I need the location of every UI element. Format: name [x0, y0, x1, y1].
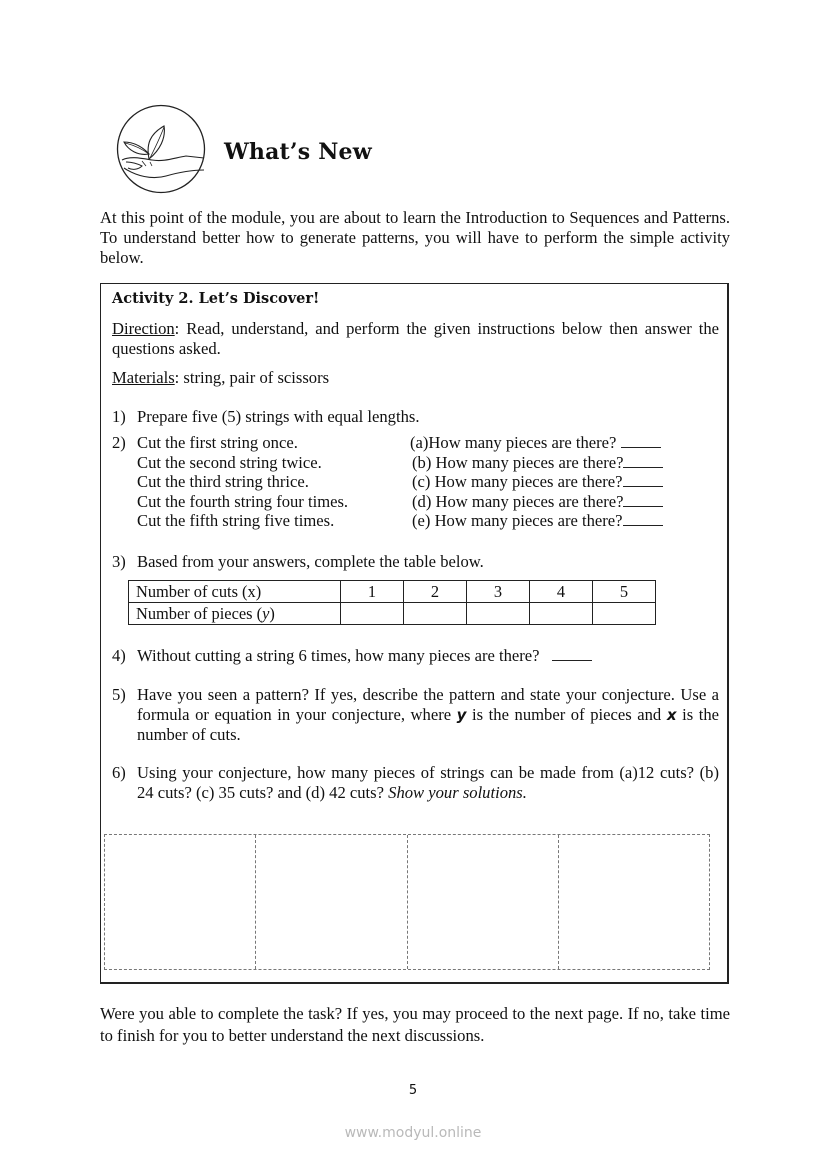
pieces-cell-5[interactable] — [593, 603, 656, 625]
answer-blank-e[interactable] — [623, 511, 663, 526]
answer-blank-b[interactable] — [623, 453, 663, 468]
cut-instruction-2: Cut the second string twice. — [137, 452, 322, 472]
cut-instruction-4: Cut the fourth string four times. — [137, 491, 349, 511]
answer-blank-4[interactable] — [552, 646, 592, 661]
cuts-cell-1: 1 — [341, 581, 404, 603]
item-1-number: 1) — [112, 407, 126, 426]
question-b: (b) How many pieces are there? — [412, 453, 663, 473]
pieces-cell-4[interactable] — [530, 603, 593, 625]
plant-in-hand-icon — [116, 104, 206, 194]
item-5-text: Have you seen a pattern? If yes, describe the pattern and state your conjecture. Use a formula or equation in your conjecture, where y is the number of pieces and x is the number of cuts. — [137, 685, 720, 745]
page-number: 5 — [408, 1083, 418, 1098]
answer-blank-a[interactable] — [621, 433, 661, 448]
materials-label: Materials — [112, 368, 175, 387]
direction-text: : Read, understand, and perform the given instructions below then answer the questions asked. — [112, 319, 719, 358]
materials-paragraph — [112, 368, 719, 388]
pieces-cell-2[interactable] — [404, 603, 467, 625]
answer-blank-d[interactable] — [623, 492, 663, 507]
table-row-cuts — [129, 581, 656, 603]
cuts-pieces-table — [128, 580, 656, 625]
question-c: (c) How many pieces are there? — [412, 472, 663, 492]
var-x: x — [666, 705, 677, 724]
cuts-cell-2: 2 — [404, 581, 467, 603]
section-title: What’s New — [224, 139, 372, 165]
item-4-number: 4) — [112, 646, 126, 665]
pieces-cell-1[interactable] — [341, 603, 404, 625]
var-y: y — [456, 705, 467, 724]
row-label-cuts: Number of cuts (x) — [129, 581, 341, 603]
solution-grid — [104, 834, 710, 970]
solution-box-c[interactable] — [408, 835, 559, 969]
item-6-number: 6) — [112, 763, 126, 782]
item-2-number: 2) — [112, 433, 126, 452]
answer-blank-c[interactable] — [623, 472, 663, 487]
closing-paragraph: Were you able to complete the task? If yes, you may proceed to the next page. If no, take time to finish for you to better understand the next discussions. — [100, 1004, 730, 1045]
intro-paragraph: At this point of the module, you are about to learn the Introduction to Sequences and Patterns. To understand better how to generate patterns, you will have to perform the simple activity below. — [100, 208, 730, 267]
materials-text: : string, pair of scissors — [174, 368, 330, 387]
item-3-text: Based from your answers, complete the table below. — [137, 552, 484, 571]
table-row-pieces — [129, 603, 656, 625]
show-solutions-emphasis: Show your solutions. — [388, 782, 527, 802]
activity-box — [100, 283, 729, 984]
question-e: (e) How many pieces are there? — [412, 511, 663, 531]
cut-instruction-3: Cut the third string thrice. — [137, 472, 309, 492]
solution-box-b[interactable] — [256, 835, 407, 969]
solution-box-a[interactable] — [105, 835, 256, 969]
watermark: www.modyul.online — [344, 1125, 482, 1141]
question-d: (d) How many pieces are there? — [412, 492, 663, 512]
cut-instruction-5: Cut the fifth string five times. — [137, 511, 335, 531]
row-label-pieces: Number of pieces (y) — [129, 603, 341, 625]
direction-paragraph — [112, 319, 719, 359]
solution-box-d[interactable] — [559, 835, 709, 969]
cuts-cell-3: 3 — [467, 581, 530, 603]
cuts-cell-4: 4 — [530, 581, 593, 603]
item-4-text: Without cutting a string 6 times, how many pieces are there? — [137, 646, 719, 666]
pieces-cell-3[interactable] — [467, 603, 530, 625]
item-1-text: Prepare five (5) strings with equal lengths. — [137, 407, 420, 426]
cut-instruction-1: Cut the first string once. — [137, 433, 298, 452]
cuts-cell-5: 5 — [593, 581, 656, 603]
direction-label: Direction — [112, 319, 175, 338]
activity-title: Activity 2. Let’s Discover! — [112, 290, 320, 307]
question-a: (a)How many pieces are there? — [410, 433, 661, 453]
item-6-text: Using your conjecture, how many pieces of strings can be made from (a)12 cuts? (b) 24 cuts? (c) 35 cuts? and (d) 42 cuts? Show your solutions. — [137, 763, 719, 802]
item-5-number: 5) — [112, 685, 126, 704]
item-3-number: 3) — [112, 552, 126, 571]
